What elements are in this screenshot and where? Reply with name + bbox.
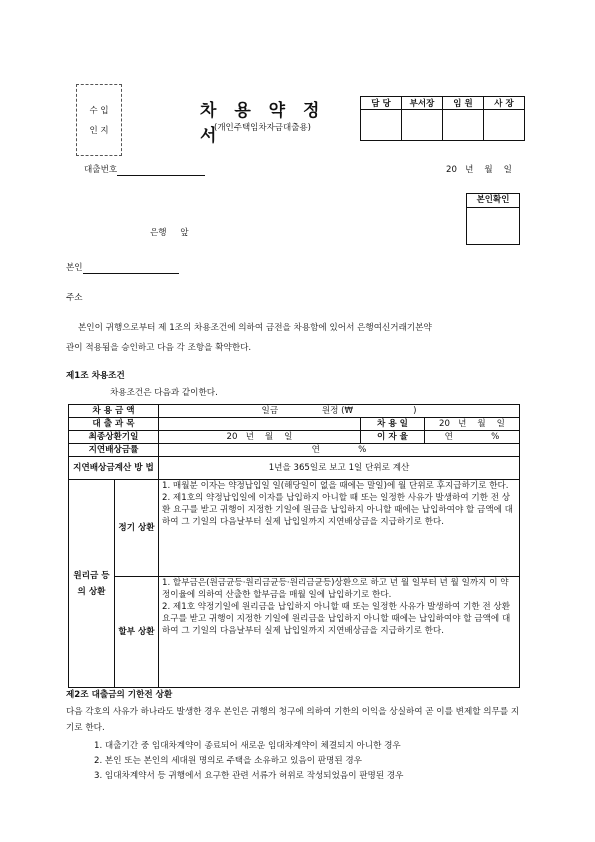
periodic-repayment-clauses — [159, 480, 520, 577]
approval-sign-cell[interactable] — [361, 110, 402, 141]
loan-number-row — [84, 163, 205, 176]
article2-item: 1. 대출기간 중 임대차계약이 종료되어 새로운 임대차계약이 체결되지 아니한 경우 — [94, 741, 401, 751]
stamp-label-1: 수 입 — [89, 106, 109, 116]
loan-subject-label: 대 출 과 목 — [69, 418, 159, 431]
loan-conditions-table — [68, 404, 520, 688]
approval-header: 부서장 — [402, 97, 443, 110]
repayment-group-label: 원리금 등의 상환 — [69, 480, 115, 688]
approval-sign-cell[interactable] — [402, 110, 443, 141]
principal-row — [66, 261, 179, 274]
late-calc-value: 1년을 365일로 보고 1일 단위로 계산 — [159, 457, 520, 480]
late-rate-value[interactable]: 연 % — [159, 444, 520, 457]
approval-header: 임 원 — [443, 97, 484, 110]
loan-subject-value[interactable] — [159, 418, 361, 431]
intro-line: 관이 적용됨을 승인하고 다음 각 조항을 확약한다. — [66, 343, 252, 353]
stamp-label-2: 인 지 — [89, 126, 109, 136]
loan-date-value[interactable]: 20 년 월 일 — [425, 418, 520, 431]
document-title: 차 용 약 정 서 — [200, 101, 326, 146]
document-subtitle: (개인주택임차자금대출용) — [214, 123, 311, 133]
periodic-clause: 1. 매월분 이자는 약정납입일 일(해당일이 없을 때에는 말일)에 월 단위로 후지급하기로 한다. — [162, 481, 509, 491]
late-calc-label: 지연배상금계산 방 법 — [69, 457, 159, 480]
late-rate-label: 지연배상금률 — [69, 444, 159, 457]
address-label: 주소 — [66, 293, 83, 303]
installment-repayment-label: 할부 상환 — [115, 577, 159, 688]
loan-number-label: 대출번호 — [84, 165, 118, 175]
identity-verification-label: 본인확인 — [467, 194, 519, 208]
intro-paragraph — [66, 318, 526, 358]
final-repayment-label: 최종상환기일 — [69, 431, 159, 444]
periodic-clause: 2. 제1호의 약정납입일에 이자를 납입하지 아니할 때 또는 일정한 사유가 발생하여 기한 전 상환 요구를 받고 귀행이 지정한 기일에 원금을 납입하지 아니할 때에는 납입하여야 할 금액에 대하여 그 기일의 다음날부터 실제 납입일까지 지연배상금을 지급하기로 한다. — [162, 493, 513, 527]
bank-addressee: 은행 앞 — [150, 228, 189, 238]
interest-rate-label: 이 자 율 — [361, 431, 425, 444]
approval-sign-cell[interactable] — [484, 110, 525, 141]
article2-item: 3. 임대차계약서 등 귀행에서 요구한 관련 서류가 허위로 작성되었음이 판명된 경우 — [94, 771, 404, 781]
article1-desc: 차용조건은 다음과 같이한다. — [110, 388, 218, 398]
intro-line: 본인이 귀행으로부터 제 1조의 차용조건에 의하여 금전을 차용함에 있어서 은행여신거래기본약 — [78, 323, 432, 333]
loan-amount-label: 차 용 금 액 — [69, 405, 159, 418]
article2-item: 2. 본인 또는 본인의 세대원 명의로 주택을 소유하고 있음이 판명된 경우 — [94, 756, 362, 766]
principal-name-field[interactable] — [83, 263, 179, 274]
installment-clause: 1. 할부금은(원금균등·원리금균등·원리금균등)상환으로 하고 년 월 일부터 년 월 일까지 이 약정이율에 의하여 산출한 할부금을 매월 일에 납입하기로 한다. — [162, 578, 509, 600]
article2-desc: 다음 각호의 사유가 하나라도 발생한 경우 본인은 귀행의 청구에 의하여 기한의 이익을 상실하여 곧 이를 변제할 의무를 지기로 한다. — [66, 707, 520, 733]
final-repayment-value[interactable]: 20 년 월 일 — [159, 431, 361, 444]
loan-date-label: 차 용 일 — [361, 418, 425, 431]
loan-number-field[interactable] — [117, 165, 205, 176]
identity-verification-cell[interactable] — [467, 208, 519, 244]
periodic-repayment-label: 정기 상환 — [115, 480, 159, 577]
interest-rate-value[interactable]: 연 % — [425, 431, 520, 444]
approval-table — [360, 96, 525, 141]
approval-sign-cell[interactable] — [443, 110, 484, 141]
revenue-stamp-box — [76, 84, 122, 156]
identity-verification-box — [466, 193, 520, 245]
article2-title: 제2조 대출금의 기한전 상환 — [66, 690, 173, 700]
approval-header: 사 장 — [484, 97, 525, 110]
principal-label: 본인 — [66, 263, 83, 273]
loan-amount-value[interactable]: 일금 원정 (₩ ) — [159, 405, 520, 418]
approval-header: 담 당 — [361, 97, 402, 110]
installment-clause: 2. 제1호 약정기일에 원리금을 납입하지 아니할 때 또는 일정한 사유가 발생하여 기한 전 상환 요구를 받고 귀행이 지정한 기일에 원리금을 납입하지 아니할 때에는 납입하여야 할 금액에 대하여 그 기일의 다음날부터 실제 납입일까지 지연배상금을 지급하기로 한다. — [162, 602, 511, 636]
article1-title: 제1조 차용조건 — [66, 371, 125, 381]
installment-repayment-clauses — [159, 577, 520, 688]
date-field[interactable]: 20 년 월 일 — [446, 165, 512, 175]
